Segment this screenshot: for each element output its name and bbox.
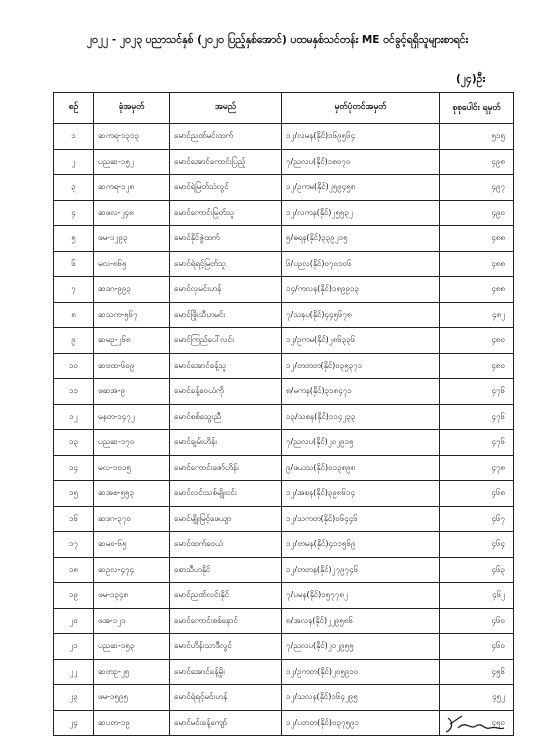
row-serial: ၈ — [54, 302, 94, 328]
row-seat-number: ဖအ-၁၂၁ — [94, 608, 170, 634]
row-serial: ၁၂ — [54, 404, 94, 430]
row-seat-number: ဆကရ-၁၂၈ — [94, 175, 170, 201]
row-serial: ၄ — [54, 200, 94, 226]
total-count: (၂၄)ဦး — [456, 73, 486, 85]
table-row — [54, 532, 514, 558]
header-total-marks: စုစုပေါင်း ရမှတ် — [440, 93, 514, 124]
row-registration: ၁၂/အစန(နိုင်)၃၉၈၆၁၄ — [282, 481, 440, 507]
row-registration: ၁၂/တတတ(နိုင်)၀၃၅၃၇၁ — [282, 353, 440, 379]
row-serial: ၁၀ — [54, 353, 94, 379]
table-row — [54, 200, 514, 226]
row-seat-number: ပညဆ-၁၇၀ — [94, 430, 170, 456]
table-row — [54, 379, 514, 405]
row-name: မောင်စစ်သွေးညီ — [170, 404, 282, 430]
row-total-marks: ၄၈၈ — [440, 251, 514, 277]
row-name: မောင်လင်းသစ်မျိုးငင်း — [170, 481, 282, 507]
row-name: မောင်ကောင်းဇော်ဟိန်း — [170, 455, 282, 481]
row-total-marks: ၄၆၀ — [440, 608, 514, 634]
table-row — [54, 404, 514, 430]
row-total-marks: ၄၈၀ — [440, 353, 514, 379]
row-serial: ၁၉ — [54, 583, 94, 609]
row-total-marks: ၄၆၂ — [440, 583, 514, 609]
row-serial: ၁၅ — [54, 481, 94, 507]
table-row — [54, 175, 514, 201]
row-seat-number: ဆတဥ-၂၅ — [94, 659, 170, 685]
row-name: မောင်ညဏ်မင်းထက် — [170, 124, 282, 150]
row-registration: ၁၂/တတန(နိုင်)၂၇၉၇၄၆ — [282, 557, 440, 583]
table-row — [54, 328, 514, 354]
row-seat-number: မလ-၁၀၁၅ — [94, 455, 170, 481]
row-registration: ၁၃/သစန(နိုင်)၁၁၄၂၃၃ — [282, 404, 440, 430]
row-seat-number: ဖမ-၁၅၉၅ — [94, 685, 170, 711]
row-total-marks: ၅၁၅ — [440, 124, 514, 150]
row-registration: ၇/သနပ(နိုင်)၄၄၅၆၇၈ — [282, 302, 440, 328]
row-seat-number: ဆဒဂ-၃၇၀ — [94, 506, 170, 532]
row-name: မောင်အောင်ကောင်းပြည့် — [170, 149, 282, 175]
table-row — [54, 251, 514, 277]
table-row — [54, 277, 514, 303]
table-row — [54, 149, 514, 175]
row-serial: ၇ — [54, 277, 94, 303]
row-seat-number: မလ-၈၆၅ — [94, 251, 170, 277]
row-name: စောသီဟနိုင် — [170, 557, 282, 583]
row-seat-number: ပညဆ-၁၅၂ — [94, 149, 170, 175]
row-serial: ၂၂ — [54, 659, 94, 685]
row-total-marks: ၄၈၈ — [440, 277, 514, 303]
row-name: မောင်ဖြိုးသီဟမင်း — [170, 302, 282, 328]
row-registration: ၈/အလန(နိုင်)၂၂၉၅၈၆ — [282, 608, 440, 634]
header-registration: မှတ်ပုံတင်အမှတ် — [282, 93, 440, 124]
table-row — [54, 506, 514, 532]
row-serial: ၁၈ — [54, 557, 94, 583]
table-row — [54, 455, 514, 481]
row-total-marks: ၄၆၄ — [440, 532, 514, 558]
row-seat-number: ဖဆအ-၉ — [94, 379, 170, 405]
table-row — [54, 481, 514, 507]
row-name: မောင်ရဲရင့်မြတ်သူ — [170, 251, 282, 277]
row-total-marks: ၄၅၆ — [440, 659, 514, 685]
row-serial: ၂၀ — [54, 608, 94, 634]
row-name: မောင်ကြည်ပေါ်လင်း — [170, 328, 282, 354]
table-header-row — [54, 93, 514, 124]
signature-mark — [440, 712, 510, 738]
row-total-marks: ၄၉၀ — [440, 200, 514, 226]
row-serial: ၁၃ — [54, 430, 94, 456]
row-seat-number: ဆဒဂ-၉၉၃ — [94, 277, 170, 303]
row-serial: ၁ — [54, 124, 94, 150]
row-registration: ၇/ညလပ(နိုင်)၂၀၂၉၁၅ — [282, 430, 440, 456]
row-registration: ၉/ဖယသ(နိုင်)၀၁၃၈၉၈ — [282, 455, 440, 481]
row-name: မောင်မျိုးမြင့်ဖေယျာ — [170, 506, 282, 532]
row-name: မောင်ကောင်းမြတ်သူ — [170, 200, 282, 226]
row-serial: ၅ — [54, 226, 94, 252]
row-name: မောင်ကောင်းစစ်နောင် — [170, 608, 282, 634]
row-total-marks: ၄၇၆ — [440, 379, 514, 405]
table-row — [54, 634, 514, 660]
row-serial: ၂၁ — [54, 634, 94, 660]
row-seat-number: ဆသက-၅၆၇ — [94, 302, 170, 328]
row-seat-number: ဖမ-၁၃၄၈ — [94, 583, 170, 609]
row-seat-number: ပညဆ-၁၅၃ — [94, 634, 170, 660]
row-serial: ၃ — [54, 175, 94, 201]
row-registration: ၁၂/ဥကမ(နိုင်)၂၅၉၄၅၈ — [282, 175, 440, 201]
table-row — [54, 302, 514, 328]
row-registration: ၁၂/လကန(နိုင်)၂၅၅၃၂ — [282, 200, 440, 226]
row-seat-number: ဆမဝ-၆၅ — [94, 532, 170, 558]
row-seat-number: ဆအစ-၅၅၃ — [94, 481, 170, 507]
row-registration: ၁၂/တမန(နိုင်)၄၁၁၅၆၉ — [282, 532, 440, 558]
header-serial: စဉ် — [54, 93, 94, 124]
table-row — [54, 583, 514, 609]
table-row — [54, 557, 514, 583]
row-total-marks: ၄၅၂ — [440, 685, 514, 711]
row-seat-number: ဆဥလ-၄၇၄ — [94, 557, 170, 583]
row-registration: ၇/ညလပ(နိုင်)၂၀၂၉၅၅ — [282, 634, 440, 660]
row-name: မောင်ချမ်းဟိန်း — [170, 430, 282, 456]
row-serial: ၂၃ — [54, 685, 94, 711]
table-row — [54, 685, 514, 711]
row-registration: ၈/မကန(နိုင်)၃၁၈၄၇၁ — [282, 379, 440, 405]
row-registration: ၅/ဓရန(နိုင်)၃၃၉၂၁၅ — [282, 226, 440, 252]
row-total-marks: ၄၆၇ — [440, 506, 514, 532]
row-name: မောင်အောင်ခန့်မှိုး — [170, 659, 282, 685]
table-row — [54, 608, 514, 634]
table-row — [54, 659, 514, 685]
row-name: မောင်ရဲမြတ်သံလွင် — [170, 175, 282, 201]
row-name: မောင်လှမင်းဟန် — [170, 277, 282, 303]
row-total-marks: ၄၆၀ — [440, 634, 514, 660]
row-seat-number: ဆကရ-၁၃၁၃ — [94, 124, 170, 150]
row-name: မောင်ဟိန်းသာဒီလွင် — [170, 634, 282, 660]
header-seat-number: ခုံအမှတ် — [94, 93, 170, 124]
row-name: မောင်မင်းခန့်ကျော် — [170, 710, 282, 736]
row-name: မောင်ညဏ်လင်းနိုင် — [170, 583, 282, 609]
row-registration: ၇/ပမန(နိုင်)၁၅၇၇၈၂ — [282, 583, 440, 609]
row-name: မောင်နိုင်ဇွဲထက် — [170, 226, 282, 252]
row-seat-number: ဆပတ-၁၉ — [94, 710, 170, 736]
row-total-marks: ၄၈၈ — [440, 226, 514, 252]
row-total-marks: ၄၈၂ — [440, 302, 514, 328]
row-registration: ၁၂/ဥကမ(နိုင်)၂၈၆၃၃၆ — [282, 328, 440, 354]
row-registration: ၇/ညလပ(နိုင်)၁၈၀၇၀ — [282, 149, 440, 175]
row-seat-number: မနတ-၁၄၇၂ — [94, 404, 170, 430]
row-seat-number: ဖမ-၁၂၉၃ — [94, 226, 170, 252]
row-total-marks: ၄၇၆ — [440, 430, 514, 456]
row-serial: ၂၄ — [54, 710, 94, 736]
row-name: မောင်ခန့်ဝေယံကို — [170, 379, 282, 405]
row-seat-number: ဆမဉ-၂၆၈ — [94, 328, 170, 354]
row-serial: ၂ — [54, 149, 94, 175]
row-name: မောင်ထက်ဝေယံ — [170, 532, 282, 558]
row-serial: ၆ — [54, 251, 94, 277]
table-row — [54, 353, 514, 379]
row-serial: ၁၄ — [54, 455, 94, 481]
row-serial: ၉ — [54, 328, 94, 354]
row-serial: ၁၆ — [54, 506, 94, 532]
row-registration: ၁၂/သလန(နိုင်)၁၆၄၂၉၅ — [282, 685, 440, 711]
admission-table — [53, 92, 514, 736]
row-registration: ၁၂/ဥကတ(နိုင်)၂၀၅၉၁၀ — [282, 659, 440, 685]
table-row — [54, 226, 514, 252]
row-total-marks: ၄၈၀ — [440, 328, 514, 354]
row-name: မောင်ရဲရင့်မင်းဟန် — [170, 685, 282, 711]
row-registration: ၁၂/လမန(နိုင်)၁၆၉၅၆၄ — [282, 124, 440, 150]
table-row — [54, 124, 514, 150]
row-registration: ၁၂/သကတ(နိုင်)၀၆၄၄၆ — [282, 506, 440, 532]
row-total-marks: ၄၆၃ — [440, 557, 514, 583]
row-serial: ၁၇ — [54, 532, 94, 558]
row-total-marks: ၄၉၈ — [440, 149, 514, 175]
row-total-marks: ၄၆၈ — [440, 481, 514, 507]
row-total-marks: ၄၇၆ — [440, 404, 514, 430]
row-registration: ၁၂/ပဘတ(နိုင်)၀၃၇၅၉၁ — [282, 710, 440, 736]
row-registration: ၆/ပဉလ(နိုင်)၀၇၀၁၀၆ — [282, 251, 440, 277]
table-row — [54, 430, 514, 456]
row-seat-number: ဆဖလ-၂၄၈ — [94, 200, 170, 226]
row-serial: ၁၁ — [54, 379, 94, 405]
row-total-marks: ၄၅၀ — [440, 710, 514, 736]
row-registration: ၁၄/ကလန(နိုင်)၁၈၉၉၁၃ — [282, 277, 440, 303]
row-total-marks: ၄၇၈ — [440, 455, 514, 481]
row-total-marks: ၄၉၇ — [440, 175, 514, 201]
row-name: မောင်အောင်ခန့်သူ — [170, 353, 282, 379]
header-name: အမည် — [170, 93, 282, 124]
row-seat-number: ဆဗထ-၆၀၉ — [94, 353, 170, 379]
document-title: ၂၀၂၂ - ၂၀၂၃ ပညာသင်နှစ် (၂၀၂၀ ပြည့်နှစ်အောင်) ပထမနှစ်သင်တန်း ME ဝင်ခွင့်ရရှိသူများစာရင်း — [86, 34, 469, 46]
